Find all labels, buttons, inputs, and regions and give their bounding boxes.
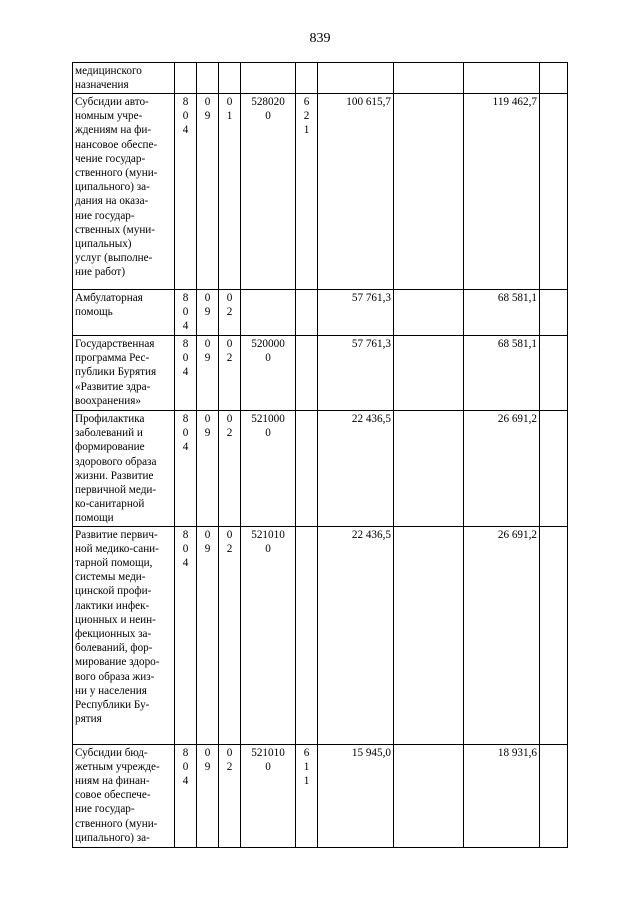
row-name-cell <box>73 411 175 527</box>
row-name: Амбулаторная помощь <box>75 292 143 319</box>
code-value: 8 0 4 <box>182 96 189 137</box>
amount-cell-v3 <box>464 63 540 94</box>
code-cell-c5 <box>296 94 318 290</box>
amount-cell-v1: 22 436,5 <box>318 526 394 744</box>
code-cell-c2 <box>197 526 219 744</box>
amount-cell-v1: 22 436,5 <box>318 411 394 527</box>
code-cell-c5 <box>296 336 318 411</box>
code-cell-c2 <box>197 411 219 527</box>
table-row <box>73 63 568 94</box>
table-row <box>73 411 568 527</box>
code-value: 0 2 <box>226 528 233 555</box>
code-cell-c1 <box>175 526 197 744</box>
amount-cell-v1: 57 761,3 <box>318 290 394 336</box>
code-cell-c5 <box>296 411 318 527</box>
amount-cell-v4 <box>540 94 568 290</box>
amount-cell-v2 <box>394 290 464 336</box>
code-value: 8 0 4 <box>182 338 189 379</box>
code-value: 521010 0 <box>251 746 285 773</box>
code-value: 0 2 <box>226 338 233 365</box>
amount-cell-v1 <box>318 63 394 94</box>
code-value: 0 2 <box>226 292 233 319</box>
code-cell-c2 <box>197 744 219 847</box>
code-value: 0 9 <box>204 292 211 319</box>
budget-table <box>72 62 568 848</box>
code-cell-c3 <box>219 63 241 94</box>
code-cell-c1 <box>175 336 197 411</box>
table-body <box>73 63 568 848</box>
row-name-cell <box>73 63 175 94</box>
code-cell-c5 <box>296 63 318 94</box>
code-cell-c2 <box>197 63 219 94</box>
amount-cell-v2 <box>394 336 464 411</box>
code-value: 8 0 4 <box>182 746 189 788</box>
amount-cell-v4 <box>540 290 568 336</box>
code-cell-c4 <box>241 336 296 411</box>
code-cell-c3 <box>219 290 241 336</box>
code-cell-c3 <box>219 94 241 290</box>
code-cell-c3 <box>219 744 241 847</box>
row-name-cell <box>73 290 175 336</box>
amount-cell-v4 <box>540 744 568 847</box>
table-row <box>73 526 568 744</box>
code-cell-c2 <box>197 336 219 411</box>
amount-cell-v2 <box>394 526 464 744</box>
code-cell-c5 <box>296 744 318 847</box>
code-cell-c1 <box>175 290 197 336</box>
amount-cell-v2 <box>394 94 464 290</box>
code-value: 521010 0 <box>251 528 285 555</box>
code-value: 0 2 <box>226 413 233 440</box>
code-cell-c1 <box>175 744 197 847</box>
code-cell-c3 <box>219 411 241 527</box>
code-cell-c4 <box>241 526 296 744</box>
code-value: 0 2 <box>226 746 233 773</box>
code-cell-c4 <box>241 94 296 290</box>
amount-cell-v3: 18 931,6 <box>464 744 540 847</box>
amount-cell-v4 <box>540 526 568 744</box>
amount-cell-v2 <box>394 411 464 527</box>
amount-cell-v3: 68 581,1 <box>464 336 540 411</box>
code-cell-c1 <box>175 63 197 94</box>
table-row <box>73 744 568 847</box>
page-number: 839 <box>309 31 331 46</box>
amount-cell-v3: 119 462,7 <box>464 94 540 290</box>
amount-cell-v1: 100 615,7 <box>318 94 394 290</box>
code-value: 0 9 <box>204 413 211 440</box>
row-name: Субсидии бюд- жетным учрежде- ниям на финан- совое обеспече- ние государ- ственного (муни- ципального) за- <box>75 746 160 844</box>
code-value: 0 9 <box>204 746 211 773</box>
code-cell-c4 <box>241 744 296 847</box>
code-value: 0 1 <box>226 96 233 123</box>
row-name-cell <box>73 744 175 847</box>
code-cell-c5 <box>296 290 318 336</box>
table-row <box>73 290 568 336</box>
code-value: 8 0 4 <box>182 413 189 454</box>
amount-cell-v3: 68 581,1 <box>464 290 540 336</box>
row-name: Субсидии авто- номным учре- ждениям на фи- нансовое обеспе- чение государ- ственного (муни- ципального) за- дания на оказа- ние государ- ственных (муни- ципальных) услуг (выполне- ние работ) <box>75 96 158 279</box>
code-cell-c2 <box>197 290 219 336</box>
code-value: 0 9 <box>204 96 211 123</box>
table-row <box>73 94 568 290</box>
amount-cell-v1: 15 945,0 <box>318 744 394 847</box>
code-cell-c4 <box>241 411 296 527</box>
code-value: 8 0 4 <box>182 528 189 570</box>
row-name: медицинского назначения <box>75 65 142 92</box>
code-cell-c4 <box>241 63 296 94</box>
code-cell-c4 <box>241 290 296 336</box>
code-value: 521000 0 <box>251 413 285 440</box>
code-cell-c3 <box>219 336 241 411</box>
amount-cell-v4 <box>540 336 568 411</box>
amount-cell-v2 <box>394 744 464 847</box>
code-cell-c2 <box>197 94 219 290</box>
table-row <box>73 336 568 411</box>
code-cell-c3 <box>219 526 241 744</box>
code-value: 8 0 4 <box>182 292 189 333</box>
row-name-cell <box>73 526 175 744</box>
code-value: 0 9 <box>204 338 211 365</box>
code-value: 6 2 1 <box>303 96 310 137</box>
amount-cell-v4 <box>540 63 568 94</box>
code-cell-c1 <box>175 411 197 527</box>
code-value: 520000 0 <box>251 338 285 365</box>
row-name-cell <box>73 336 175 411</box>
row-name: Развитие первич- ной медико-сани- тарной помощи, системы меди- цинской профи- лактики инфек- ционных и неин- фекционных за- болеваний, фор- мирование здоро- вого образа жиз- ни у населения Республики Бу- рятия <box>75 528 160 726</box>
amount-cell-v3: 26 691,2 <box>464 526 540 744</box>
row-name: Государственная программа Рес- публики Бурятия «Развитие здра- воохранения» <box>75 338 157 407</box>
amount-cell-v4 <box>540 411 568 527</box>
amount-cell-v3: 26 691,2 <box>464 411 540 527</box>
code-cell-c1 <box>175 94 197 290</box>
row-name-cell <box>73 94 175 290</box>
code-value: 6 1 1 <box>303 746 310 788</box>
amount-cell-v1: 57 761,3 <box>318 336 394 411</box>
code-value: 528020 0 <box>251 96 285 123</box>
amount-cell-v2 <box>394 63 464 94</box>
row-name: Профилактика заболеваний и формирование здорового образа жизни. Развитие первичной меди- ко-санитарной помощи <box>75 413 157 525</box>
code-cell-c5 <box>296 526 318 744</box>
code-value: 0 9 <box>204 528 211 555</box>
